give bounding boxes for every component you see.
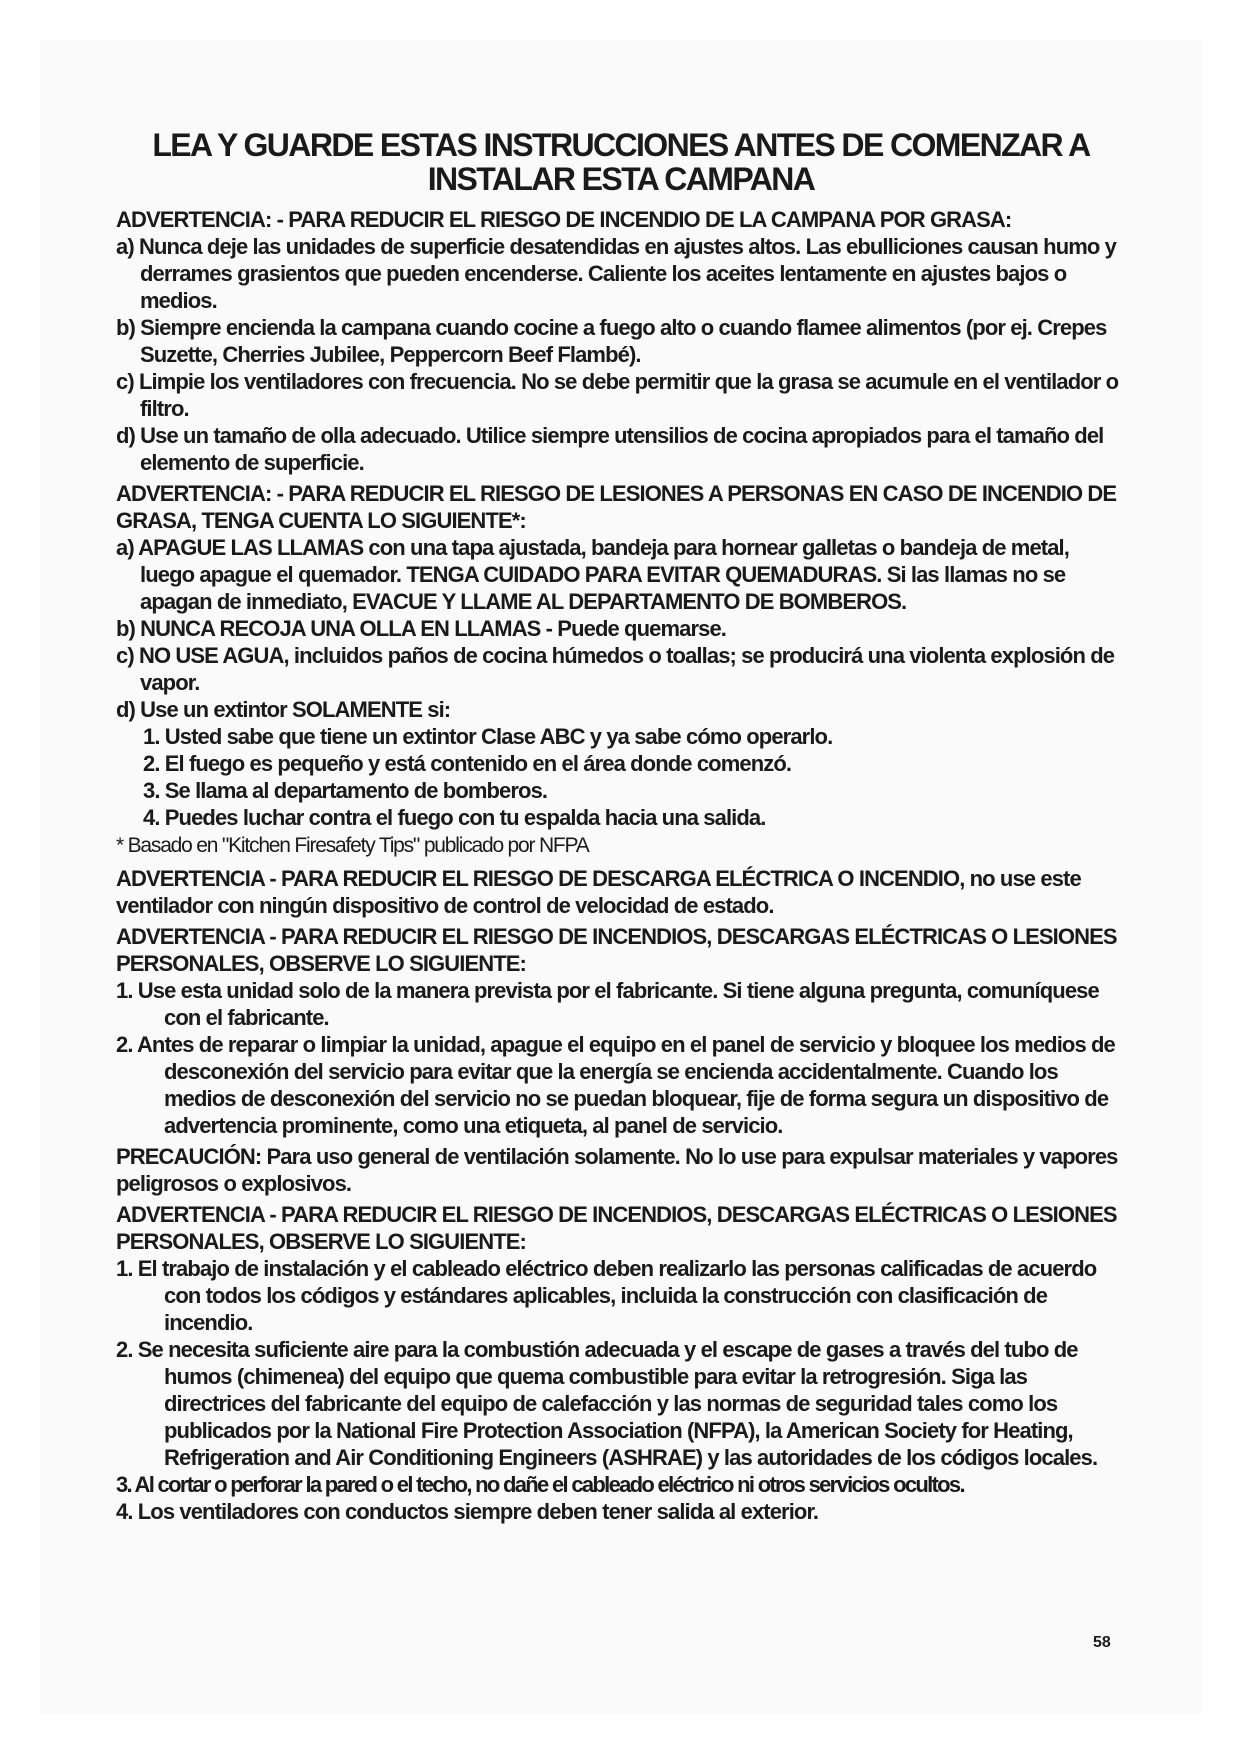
- list-item: c) NO USE AGUA, incluidos paños de cocina húmedos o toallas; se producirá una violenta explosión de vapor.: [116, 643, 1115, 695]
- list-item: c) Limpie los ventiladores con frecuencia. No se debe permitir que la grasa se acumule en el ventilador o filtro.: [116, 369, 1119, 421]
- list-item: 1. Use esta unidad solo de la manera prevista por el fabricante. Si tiene alguna pregunta, comuníquese con el fabricante.: [116, 978, 1099, 1030]
- list-item: 2. Antes de reparar o limpiar la unidad, apague el equipo en el panel de servicio y bloquee los medios de desconexión del servicio para evitar que la energía se encienda accidentalmente. Cuando los medios de desconexión del servicio no se puedan bloquear, fije de forma segura un dispositivo de advertencia prominente, como una etiqueta, al panel de servicio.: [116, 1032, 1115, 1138]
- sub-list-item: 4. Puedes luchar contra el fuego con tu espalda hacia una salida.: [143, 805, 766, 830]
- document-body: [116, 128, 1126, 1525]
- page-number: 58: [1093, 1634, 1111, 1651]
- list-item: b) Siempre encienda la campana cuando cocine a fuego alto o cuando flamee alimentos (por ej. Crepes Suzette, Cherries Jubilee, Peppercorn Beef Flambé).: [116, 315, 1107, 367]
- footnote: * Basado en "Kitchen Firesafety Tips" publicado por NFPA: [116, 834, 589, 857]
- warning-heading-grease-fire: ADVERTENCIA: - PARA REDUCIR EL RIESGO DE INCENDIO DE LA CAMPANA POR GRASA:: [116, 207, 1012, 232]
- warning-electric-shock: ADVERTENCIA - PARA REDUCIR EL RIESGO DE DESCARGA ELÉCTRICA O INCENDIO, no use este ventilador con ningún dispositivo de control de velocidad de estado.: [116, 866, 1081, 918]
- list-item: d) Use un extintor SOLAMENTE si:: [116, 697, 451, 722]
- warning-heading-installation: ADVERTENCIA - PARA REDUCIR EL RIESGO DE INCENDIOS, DESCARGAS ELÉCTRICAS O LESIONES PERSONALES, OBSERVE LO SIGUIENTE:: [116, 1202, 1117, 1254]
- warning-heading-service: ADVERTENCIA - PARA REDUCIR EL RIESGO DE INCENDIOS, DESCARGAS ELÉCTRICAS O LESIONES PERSONALES, OBSERVE LO SIGUIENTE:: [116, 924, 1117, 976]
- caution-ventilation: PRECAUCIÓN: Para uso general de ventilación solamente. No lo use para expulsar materiales y vapores peligrosos o explosivos.: [116, 1144, 1118, 1196]
- list-item: 1. El trabajo de instalación y el cableado eléctrico deben realizarlo las personas calificadas de acuerdo con todos los códigos y estándares aplicables, incluida la construcción con clasificación de incendio.: [116, 1256, 1097, 1335]
- warning-heading-injury: ADVERTENCIA: - PARA REDUCIR EL RIESGO DE LESIONES A PERSONAS EN CASO DE INCENDIO DE GRASA, TENGA CUENTA LO SIGUIENTE*:: [116, 481, 1117, 533]
- list-item: a) Nunca deje las unidades de superficie desatendidas en ajustes altos. Las ebulliciones causan humo y derrames grasientos que pueden encenderse. Caliente los aceites lentamente en ajustes bajos o medios.: [116, 234, 1117, 313]
- list-item: a) APAGUE LAS LLAMAS con una tapa ajustada, bandeja para hornear galletas o bandeja de metal, luego apague el quemador. TENGA CUIDADO PARA EVITAR QUEMADURAS. Si las llamas no se apagan de inmediato, EVACUE Y LLAME AL DEPARTAMENTO DE BOMBEROS.: [116, 535, 1069, 614]
- sub-list-item: 1. Usted sabe que tiene un extintor Clase ABC y ya sabe cómo operarlo.: [143, 724, 833, 749]
- sub-list-item: 2. El fuego es pequeño y está contenido en el área donde comenzó.: [143, 751, 792, 776]
- sub-list-item: 3. Se llama al departamento de bomberos.: [143, 778, 548, 803]
- page-title: LEA Y GUARDE ESTAS INSTRUCCIONES ANTES DE COMENZAR A INSTALAR ESTA CAMPANA: [152, 127, 1090, 197]
- list-item: 3. Al cortar o perforar la pared o el techo, no dañe el cableado eléctrico ni otros servicios ocultos.: [116, 1472, 964, 1497]
- list-item: 4. Los ventiladores con conductos siempre deben tener salida al exterior.: [116, 1499, 819, 1524]
- list-item: b) NUNCA RECOJA UNA OLLA EN LLAMAS - Puede quemarse.: [116, 616, 726, 641]
- list-item: 2. Se necesita suficiente aire para la combustión adecuada y el escape de gases a través del tubo de humos (chimenea) del equipo que quema combustible para evitar la retrogresión. Siga las directrices del fabricante del equipo de calefacción y las normas de seguridad tales como los publicados por la National Fire Protection Association (NFPA), la American Society for Heating, Refrigeration and Air Conditioning Engineers (ASHRAE) y las autoridades de los códigos locales.: [116, 1337, 1098, 1470]
- list-item: d) Use un tamaño de olla adecuado. Utilice siempre utensilios de cocina apropiados para el tamaño del elemento de superficie.: [116, 423, 1104, 475]
